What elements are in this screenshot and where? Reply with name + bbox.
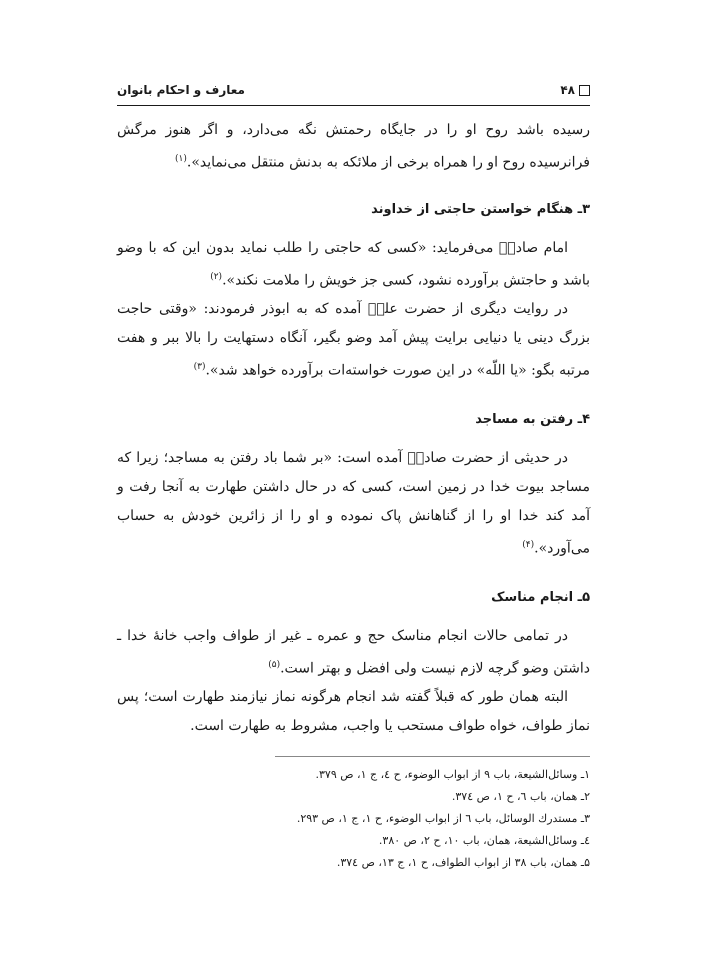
footnote-ref[interactable]: (۴) (522, 539, 535, 550)
page-number (560, 83, 590, 97)
footnote-ref[interactable]: (۵) (268, 659, 281, 670)
footnote: ٤ـ وسائل‌الشیعة، همان، باب ۱۰، ح ۲، ص ۳۸۰. (378, 834, 590, 847)
main-text (117, 116, 590, 741)
footnote-ref[interactable]: (۲) (210, 271, 223, 282)
section-heading: ۳ـ هنگام خواستن حاجتی از خداوند (371, 201, 590, 217)
footnote: ۱ـ وسائل‌الشیعة، باب ۹ از ابواب الوضوء، ح ٤، ج ۱، ص ۳۷۹. (315, 768, 590, 781)
paragraph: البته همان طور که قبلاً گفته شد انجام هرگونه نماز نیازمند طهارت است؛ پس نماز طواف، خواه طواف مستحب یا واجب، مشروط به طهارت است. (117, 689, 590, 735)
page-number-text: ۴۸ (560, 83, 575, 97)
footnote: ۵ـ همان، باب ۳۸ از ابواب الطواف، ح ۱، ج ۱۳، ص ۳۷٤. (336, 856, 590, 869)
footnote: ۲ـ همان، باب ٦، ح ۱، ص ۳۷٤. (451, 790, 590, 803)
section-heading: ۵ـ انجام مناسک (491, 589, 590, 605)
running-header (117, 78, 590, 102)
paragraph: در روایت دیگری از حضرت علیؑ آمده که به ابوذر فرمودند: «وقتی حاجت بزرگ دینی یا دنیایی برایت پیش آمد وضو بگیر، آنگاه دستهایت را بالا ببر و هفت مرتبه بگو: «یا اللّه» در این صورت خواسته‌ات برآورده خواهد شد».$^{(۳)}$ (117, 301, 590, 379)
header-divider (117, 105, 590, 106)
running-title: معارف و احکام بانوان (117, 83, 245, 97)
footnote-divider (275, 756, 590, 757)
square-icon (579, 85, 590, 96)
paragraph: در حدیثی از حضرت صادقؑ آمده است: «بر شما باد رفتن به مساجد؛ زیرا که مساجد بیوت خدا در زمین است، کسی که در حال داشتن طهارت به آنجا رفت و آمد کند خدا او را از گناهانش پاک نموده و او را از زائرین خودش به حساب می‌آورد».$^{(۴)}$ (117, 449, 590, 557)
footnotes (117, 764, 590, 874)
footnote-ref[interactable]: (۳) (193, 362, 206, 373)
paragraph: رسیده باشد روح او را در جایگاه رحمتش نگه می‌دارد، و اگر هنوز مرگش فرانرسیده روح او را همراه برخی از ملائکه به بدنش منتقل می‌نماید».$^{(۱)}$ (117, 122, 590, 171)
section-heading: ۴ـ رفتن به مساجد (475, 411, 590, 427)
footnote: ۳ـ مستدرك الوسائل، باب ٦ از ابواب الوضوء، ح ۱، ج ۱، ص ۲۹۳. (296, 812, 590, 825)
footnote-ref[interactable]: (۱) (175, 154, 187, 164)
paragraph: در تمامی حالات انجام مناسک حج و عمره ـ غیر از طواف واجب خانهٔ خدا ـ داشتن وضو گرچه لازم نیست ولی افضل و بهتر است.$^{(۵)}$ (117, 627, 590, 677)
paragraph: امام صادقؑ می‌فرماید: «کسی که حاجتی را طلب نماید بدون این که با وضو باشد و حاجتش برآورده نشود، کسی جز خویش را ملامت نکند».$^{(۲)}$ (117, 239, 590, 289)
